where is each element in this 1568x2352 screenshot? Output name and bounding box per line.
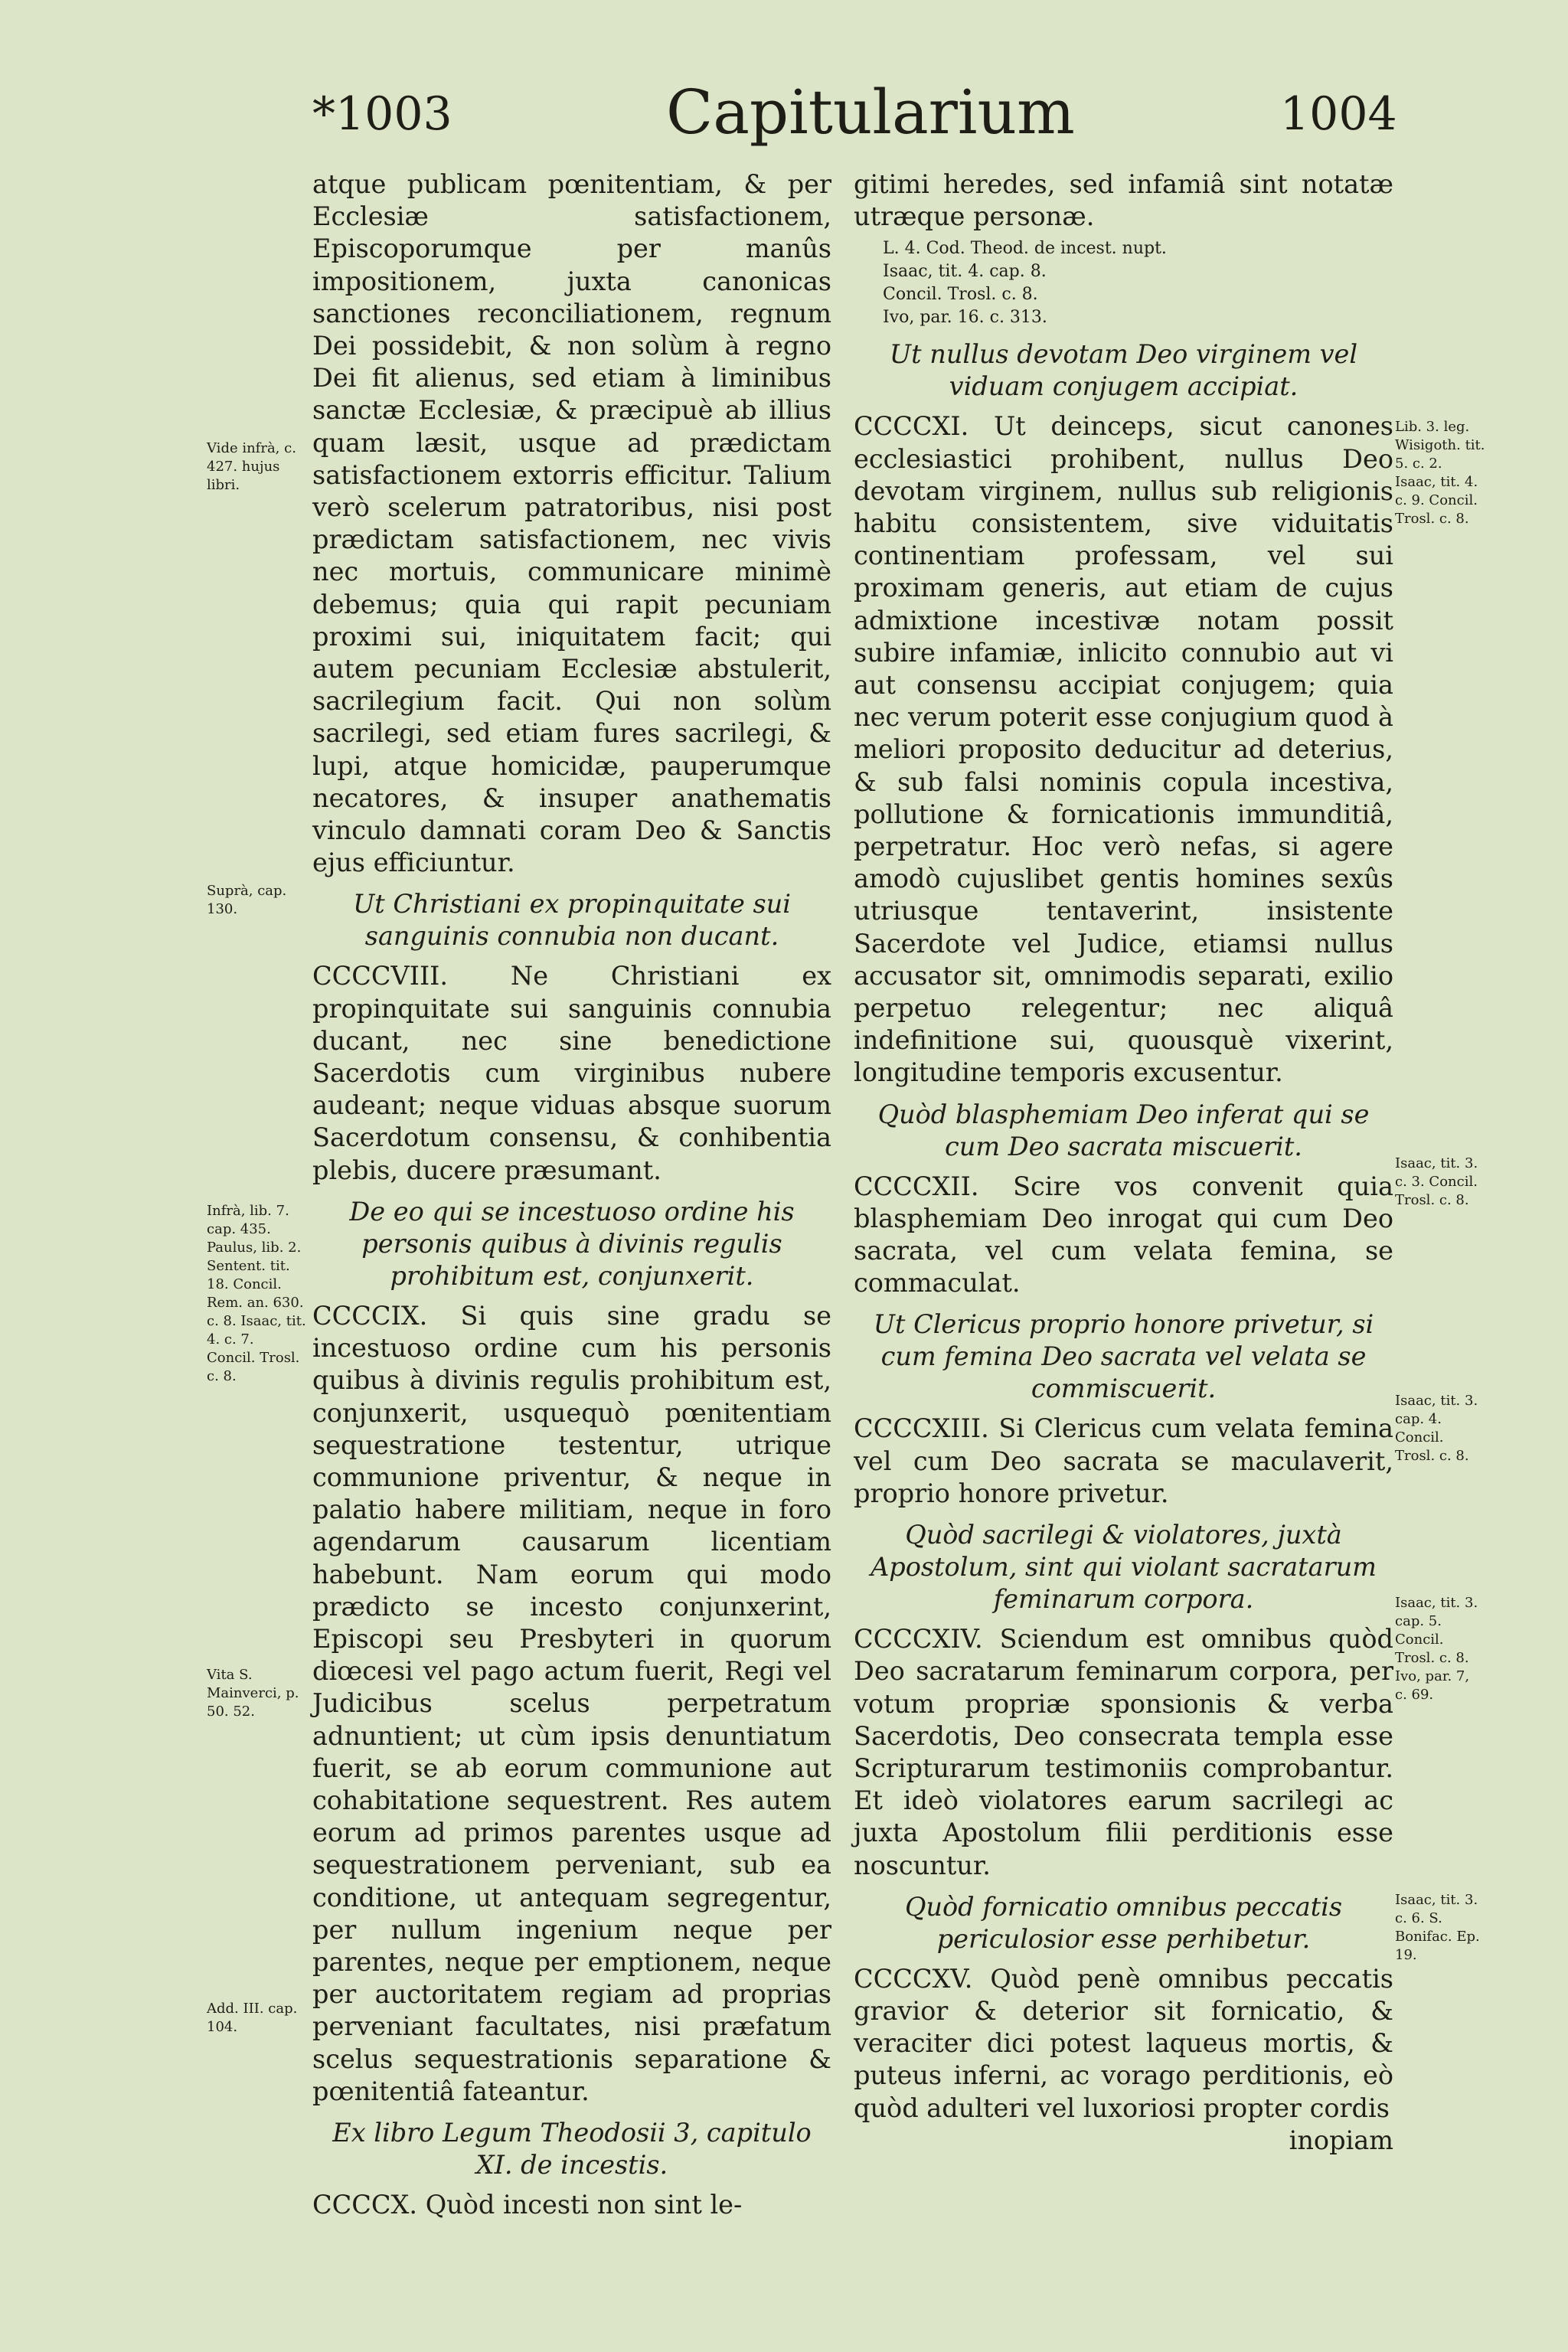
chapter-text: Ne Christiani ex propinquitate sui sanguinis connubia ducant, nec sine benedictione Sacerdotis cum virginibus nubere audeant; neque viduas absque suorum Sacerdotum consensu, & conhibentia plebis, ducere præsumant. [312,961,832,1185]
chapter-paragraph [854,1623,1393,1882]
catchword: inopiam [1289,2125,1393,2155]
chapter-heading: De eo qui se incestuoso ordine his personis quibus à divinis regulis prohibitum est, conjunxerit. [349,1196,795,1291]
chapter-text: Ut deinceps, sicut canones ecclesiastici prohibent, nullus Deo devotam virginem, nullus sub religionis habitu consistentem, sive viduitatis continentiam professam, vel sui proximam generis, aut etiam de cujus admixtione incestivæ notam possit subire infamiæ, inlicito connubio aut vi aut consensu accipiat conjugem; quia nec verum poterit esse conjugium quod à meliori proposito deducitur ad deterius, & sub falsi nominis copula incestiva, pollutione & fornicationis immunditiâ, perpetratur. Hoc verò nefas, si agere amodò cujuslibet gentis homines sexûs utriusque tentaverint, insistente Sacerdote vel Judice, etiamsi nullus accusator sit, omnimodis separati, exilio perpetuo relegentur; nec aliquâ indefinitione sui, quousquè vixerint, longitudine temporis excusentur. [854,411,1393,1088]
left-margin-note: Add. III. cap. 104. [207,2001,298,2035]
chapter-text: Scire vos convenit quia blasphemiam Deo inrogat qui cum Deo sacrata, vel cum velata femina, se commaculat. [854,1171,1393,1298]
chapter-heading: Quòd blasphemiam Deo inferat qui se cum Deo sacrata miscuerit. [877,1099,1370,1161]
chapter-text: Quòd penè omnibus peccatis gravior & deterior sit fornicatio, & veraciter dici potest laqueus mortis, & puteus inferni, ac vorago perditionis, eò quòd adulteri vel luxoriosi propter cordis [854,1963,1393,2123]
chapter-paragraph [312,2189,831,2221]
chapter-text: Quòd incesti non sint le- [425,2189,743,2220]
left-margin-note: Vide infrà, c. 427. hujus libri. [207,440,296,493]
right-page-number: 1004 [1280,87,1397,141]
chapter-number: CCCCXIII. [854,1413,989,1444]
source-line: Ivo, par. 16. c. 313. [883,308,1047,328]
source-line: Concil. Trosl. c. 8. [883,285,1038,305]
chapter-number: CCCCXIV. [854,1624,983,1655]
page-header [0,77,1568,153]
chapter-heading: Ut Clericus proprio honore privetur, si cum femina Deo sacrata vel velata se commiscuerit. [873,1309,1374,1404]
chapter-heading: Ex libro Legum Theodosii 3, capitulo XI. de incestis. [332,2117,812,2180]
chapter-heading: Ut Christiani ex propinquitate sui sanguinis connubia non ducant. [353,889,791,952]
chapter-number: CCCCX. [312,2189,418,2220]
source-line: Isaac, tit. 4. cap. 8. [883,262,1047,282]
source-references [883,237,1393,329]
right-margin-note: Lib. 3. leg. Wisigoth. tit. 5. c. 2. Isaac, tit. 4. c. 9. Concil. Trosl. c. 8. [1395,419,1485,527]
chapter-number: CCCCXII. [854,1171,979,1201]
right-margin-note: Isaac, tit. 3. cap. 5. Concil. Trosl. c. 8. Ivo, par. 7, c. 69. [1395,1595,1478,1703]
chapter-text: Si quis sine gradu se incestuoso ordine cum his personis quibus à divinis regulis prohibitum est, conjunxerit, usquequò pœnitentiam sequestratione testentur, utrique communione priventur, & neque in palatio habere militiam, neque in foro agendarum causarum licentiam habebunt. Nam eorum qui modo prædicto se incesto conjunxerint, Episcopi seu Presbyteri in quorum diœcesi vel pago actum fuerit, Regi vel Judicibus scelus perpetratum adnuntient; ut cùm ipsis denuntiatum fuerit, se ab eorum communione aut cohabitatione sequestrent. Res autem eorum ad primos parentes usque ad sequestrationem perveniant, sub ea conditione, ut antequam segregentur, per nullum ingenium neque per parentes, neque per emptionem, neque per auctoritatem regiam ad proprias perveniant facultates, nisi præfatum scelus sequestrationis separatione & pœnitentiâ fateantur. [312,1300,831,2106]
chapter-text: Si Clericus cum velata femina vel cum Deo sacrata se maculaverit, proprio honore privetur. [854,1413,1393,1508]
chapter-number: CCCCVIII. [312,961,449,991]
chapter-number: CCCCXV. [854,1963,973,1994]
chapter-paragraph [854,1171,1393,1300]
chapter-number: CCCCXI. [854,411,969,442]
chapter-paragraph [312,1300,831,2108]
chapter-heading: Ut nullus devotam Deo virginem vel viduam conjugem accipiat. [889,339,1358,402]
chapter-number: CCCCIX. [312,1300,428,1331]
chapter-heading: Quòd sacrilegi & violatores, juxtà Apostolum, sint qui violant sacratarum feminarum corpora. [871,1520,1377,1615]
right-margin-note: Isaac, tit. 3. c. 6. S. Bonifac. Ep. 19. [1395,1892,1480,1963]
chapter-text: Sciendum est omnibus quòd Deo sacratarum feminarum corpora, per votum propriæ sponsionis & verba Sacerdotis, Deo consecrata templa esse Scripturarum testimoniis comprobantur. Et ideò violatores earum sacrilegi ac juxta Apostolum filii perditionis esse noscuntur. [854,1624,1393,1880]
chapter-paragraph [854,1413,1393,1510]
running-title: Capitularium [666,77,1075,148]
right-margin-note: Isaac, tit. 3. cap. 4. Concil. Trosl. c. 8. [1395,1393,1478,1464]
chapter-paragraph [312,960,831,1186]
paragraph: gitimi heredes, sed infamiâ sint notatæ utræque personæ. [854,169,1393,232]
left-page-number: *1003 [312,87,452,141]
right-text-column [854,168,1393,2157]
right-margin-note: Isaac, tit. 3. c. 3. Concil. Trosl. c. 8. [1395,1155,1478,1208]
chapter-paragraph [854,1963,1393,2125]
paragraph: atque publicam pœnitentiam, & per Ecclesiæ satisfactionem, Episcoporumque per manûs impositionem, juxta canonicas sanctiones reconciliationem, regnum Dei possidebit, & non solùm à regno Dei fit alienus, sed etiam à liminibus sanctæ Ecclesiæ, & præcipuè ab illius quam læsit, usque ad prædictam satisfactionem extorris efficitur. Talium verò scelerum patratoribus, nisi post prædictam satisfactionem, nec vivis nec mortuis, communicare minimè debemus; quia qui rapit pecuniam proximi sui, iniquitatem facit; qui autem pecuniam Ecclesiæ abstulerit, sacrilegium facit. Qui non solùm sacrilegi, sed etiam fures sacrilegi, & lupi, atque homicidæ, pauperumque necatores, & insuper anathematis vinculo damnati coram Deo & Sanctis ejus efficiuntur. [312,169,831,878]
left-margin-note: Vita S. Mainverci, p. 50. 52. [207,1667,299,1720]
source-line: L. 4. Cod. Theod. de incest. nupt. [883,239,1167,259]
left-margin-note: Infrà, lib. 7. cap. 435. Paulus, lib. 2. Sentent. tit. 18. Concil. Rem. an. 630. c. 8. Isaac, tit. 4. c. 7. Concil. Trosl. c. 8. [207,1203,306,1384]
left-margin-note: Suprà, cap. 130. [207,883,287,917]
chapter-paragraph [854,410,1393,1089]
chapter-heading: Quòd fornicatio omnibus peccatis periculosior esse perhibetur. [904,1891,1343,1954]
left-text-column [312,168,831,2221]
